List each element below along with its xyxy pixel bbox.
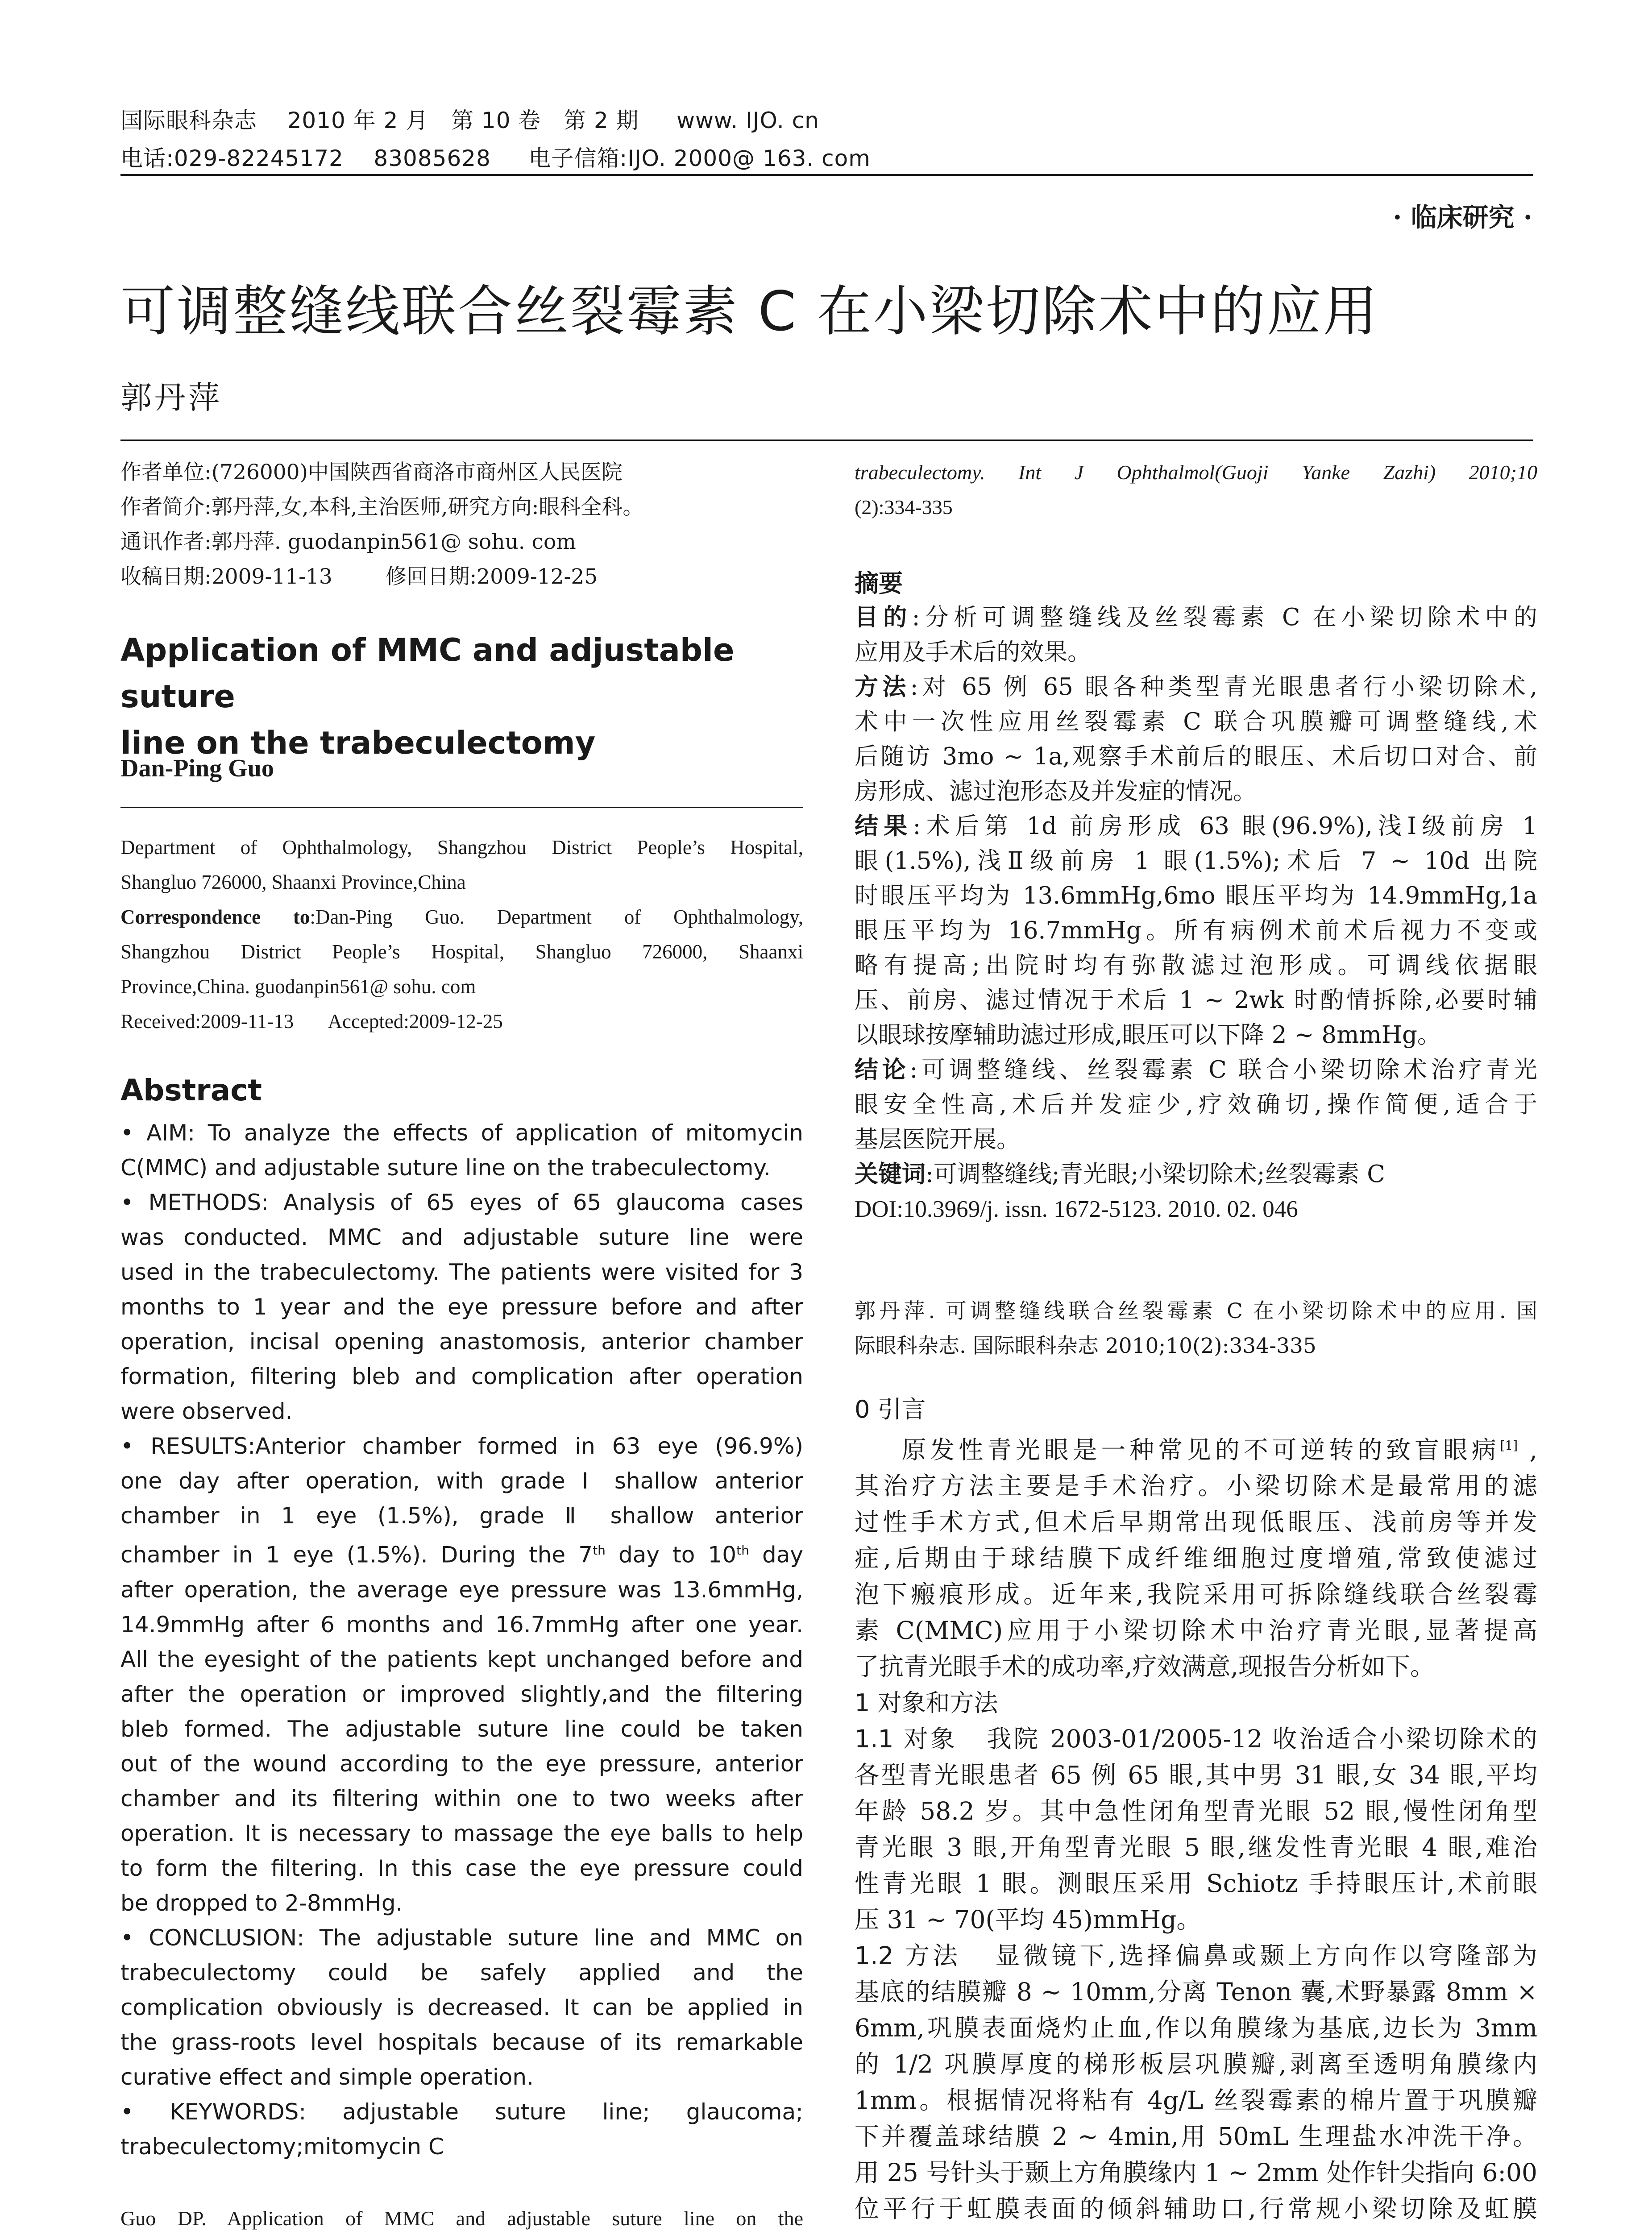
abstract-line — [120, 1533, 803, 1572]
abstract-line: 基层医院开展。 — [855, 1126, 1020, 1153]
dept-line: Shangluo 726000, Shaanxi Province,China — [120, 871, 466, 893]
body-line: 年龄 58.2 岁。其中急性闭角型青光眼 52 眼,慢性闭角型 — [855, 1797, 1537, 1826]
abstract-line: 应用及手术后的效果。 — [855, 639, 1091, 666]
abstract-line: 后随访 3mo ~ 1a,观察手术前后的眼压、术后切口对合、前 — [855, 743, 1537, 770]
abstract-text: :对 65 例 65 眼各种类型青光眼患者行小梁切除术, — [910, 673, 1538, 701]
body-line: 用 25 号针头于颞上方角膜缘内 1 ~ 2mm 处作针尖指向 6:00 — [855, 2158, 1537, 2187]
correspondence-line: Province,China. guodanpin561@ sohu. com — [120, 975, 476, 998]
abstract-line: 眼(1.5%),浅Ⅱ级前房 1 眼(1.5%);术后 7 ~ 10d 出院 — [855, 847, 1537, 875]
affiliation-line: 收稿日期:2009-11-13 修回日期:2009-12-25 — [120, 564, 598, 589]
abstract-line: • AIM: To analyze the effects of application of mitomycin — [120, 1120, 803, 1146]
abstract-line: chamber and its filtering within one to two weeks after — [120, 1785, 803, 1812]
abstract-line: chamber in 1 eye (1.5%), grade Ⅱ shallow anterior — [120, 1503, 803, 1529]
abstract-line — [855, 670, 1537, 705]
superscript: th — [593, 1543, 606, 1558]
abstract-line: trabeculectomy;mitomycin C — [120, 2133, 444, 2160]
doi-line: DOI:10.3969/j. issn. 1672-5123. 2010. 02. 046 — [855, 1196, 1298, 1222]
abstract-line: months to 1 year and the eye pressure before and after — [120, 1294, 803, 1320]
abstract-line — [855, 600, 1537, 635]
correspondence-line — [120, 900, 803, 934]
abstract-line: out of the wound according to the eye pressure, anterior — [120, 1750, 803, 1777]
affiliation-line: 通讯作者:郭丹萍. guodanpin561@ sohu. com — [120, 530, 576, 554]
body-line: 性青光眼 1 眼。测眼压采用 Schiotz 手持眼压计,术前眼 — [855, 1869, 1537, 1898]
english-affiliation — [120, 830, 803, 1039]
abstract-line: 略有提高;出院时均有弥散滤过泡形成。可调线依据眼 — [855, 952, 1537, 979]
received-accepted-dates: Received:2009-11-13 Accepted:2009-12-25 — [120, 1010, 503, 1033]
english-citation-line: Guo DP. Application of MMC and adjustable suture line on the — [120, 2207, 803, 2230]
abstract-line: one day after operation, with grade Ⅰ shallow anterior — [120, 1468, 803, 1494]
subsection-heading: 1.2 方法 — [855, 1941, 961, 1970]
body-line: 其治疗方法主要是手术治疗。小梁切除术是最常用的滤 — [855, 1472, 1537, 1501]
abstract-line: • CONCLUSION: The adjustable suture line and MMC on — [120, 1924, 803, 1951]
abstract-line: after operation, the average eye pressure was 13.6mmHg, — [120, 1576, 803, 1603]
abstract-line: • METHODS: Analysis of 65 eyes of 65 glaucoma cases — [120, 1190, 803, 1215]
body-line: 青光眼 3 眼,开角型青光眼 5 眼,继发性青光眼 4 眼,难治 — [855, 1833, 1537, 1862]
abstract-line: the grass-roots level hospitals because of its remarkable — [120, 2029, 803, 2055]
citation-line: trabeculectomy. Int J Ophthalmol(Guoji Yanke Zazhi) 2010;10 — [855, 461, 1537, 484]
journal-contact: 电话:029-82245172 83085628 电子信箱:IJO. 2000@ 163. com — [120, 145, 871, 171]
chinese-abstract-heading: 摘要 — [855, 569, 903, 597]
correspondence-text: :Dan-Ping Guo. Department of Ophthalmology, — [310, 906, 803, 928]
superscript: th — [736, 1543, 749, 1558]
abstract-line: was conducted. MMC and adjustable suture line were — [120, 1224, 803, 1250]
abstract-text: :术后第 1d 前房形成 63 眼(96.9%),浅Ⅰ级前房 1 — [913, 813, 1538, 840]
abstract-text: day to 10 — [605, 1542, 737, 1568]
body-text: 我院 2003-01/2005-12 收治适合小梁切除术的 — [957, 1725, 1537, 1754]
english-title-line: line on the trabeculectomy — [120, 725, 596, 761]
affiliation-line: 作者单位:(726000)中国陕西省商洛市商州区人民医院 — [120, 460, 623, 485]
abstract-line: formation, filtering bleb and complication after operation — [120, 1364, 803, 1389]
body-line: 过性手术方式,但术后早期常出现低眼压、浅前房等并发 — [855, 1508, 1537, 1537]
article-author: 郭丹萍 — [120, 379, 222, 416]
subsection-heading: 1.1 对象 — [855, 1725, 957, 1754]
author-rule — [120, 440, 1533, 441]
body-line: 了抗青光眼手术的成功率,疗效满意,现报告分析如下。 — [855, 1652, 1435, 1681]
abstract-line: 术中一次性应用丝裂霉素 C 联合巩膜瓣可调整缝线,术 — [855, 708, 1537, 735]
body-line: 位平行于虹膜表面的倾斜辅助口,行常规小梁切除及虹膜 — [855, 2194, 1537, 2223]
abstract-heading: Abstract — [120, 1073, 262, 1107]
citation-line: 郭丹萍. 可调整缝线联合丝裂霉素 C 在小梁切除术中的应用. 国 — [855, 1299, 1537, 1323]
header-rule — [120, 174, 1533, 176]
keywords-label: 关键词 — [855, 1161, 926, 1188]
abstract-line: complication obviously is decreased. It can be applied in — [120, 1994, 803, 2020]
keywords-line — [855, 1157, 1537, 1192]
body-text: , — [1518, 1435, 1538, 1464]
english-title — [120, 627, 803, 766]
dept-line: Department of Ophthalmology, Shangzhou District People’s Hospital, — [120, 836, 803, 858]
english-author-rule — [120, 807, 803, 808]
english-citation-continued — [855, 455, 1537, 525]
results-label: 结果 — [855, 813, 913, 840]
citation-line: 际眼科杂志. 国际眼科杂志 2010;10(2):334-335 — [855, 1334, 1316, 1358]
abstract-line: 眼安全性高,术后并发症少,疗效确切,操作简便,适合于 — [855, 1091, 1537, 1118]
abstract-line — [855, 809, 1537, 844]
body-line — [855, 1721, 1537, 1757]
abstract-line: C(MMC) and adjustable suture line on the trabeculectomy. — [120, 1155, 771, 1181]
abstract-line: 时眼压平均为 13.6mmHg,6mo 眼压平均为 14.9mmHg,1a — [855, 882, 1537, 909]
affiliation-block — [120, 455, 790, 594]
reference-marker: [1] — [1500, 1438, 1518, 1453]
body-line: 6mm,巩膜表面烧灼止血,作以角膜缘为基底,边长为 3mm — [855, 2014, 1537, 2043]
body-line — [855, 1938, 1537, 1974]
body-line — [855, 1427, 1537, 1468]
english-title-line: Application of MMC and adjustable suture — [120, 632, 735, 715]
body-line: 的 1/2 巩膜厚度的梯形板层巩膜瓣,剥离至透明角膜缘内 — [855, 2050, 1537, 2079]
abstract-line: • RESULTS:Anterior chamber formed in 63 eye (96.9%) — [120, 1433, 803, 1459]
body-line: 素 C(MMC)应用于小梁切除术中治疗青光眼,显著提高 — [855, 1616, 1537, 1645]
abstract-line: to form the filtering. In this case the eye pressure could — [120, 1855, 803, 1881]
chinese-citation — [855, 1294, 1537, 1364]
section-heading-introduction: 0 引言 — [855, 1395, 926, 1423]
body-line: 1mm。根据情况将粘有 4g/L 丝裂霉素的棉片置于巩膜瓣 — [855, 2086, 1537, 2115]
citation-line: (2):334-335 — [855, 496, 953, 518]
abstract-line: trabeculectomy could be safely applied and the — [120, 1959, 803, 1986]
methods-label: 方法 — [855, 673, 910, 701]
body-text: 原发性青光眼是一种常见的不可逆转的致盲眼病 — [855, 1435, 1500, 1464]
body-line: 下并覆盖球结膜 2 ~ 4min,用 50mL 生理盐水冲洗干净。 — [855, 2122, 1537, 2151]
abstract-text: chamber in 1 eye (1.5%). During the 7 — [120, 1542, 593, 1568]
abstract-line: 以眼球按摩辅助滤过形成,眼压可以下降 2 ~ 8mmHg。 — [855, 1021, 1441, 1049]
section-label: · 临床研究 · — [1393, 202, 1532, 232]
body-text: 显微镜下,选择偏鼻或颞上方向作以穹隆部为 — [961, 1941, 1537, 1970]
abstract-line: curative effect and simple operation. — [120, 2064, 534, 2090]
abstract-line: after the operation or improved slightly,and the filtering — [120, 1681, 803, 1707]
english-author: Dan-Ping Guo — [120, 755, 274, 782]
chinese-abstract — [855, 600, 1537, 1227]
abstract-line: were observed. — [120, 1398, 293, 1424]
abstract-line — [855, 1053, 1537, 1087]
abstract-line: operation. It is necessary to massage the eye balls to help — [120, 1820, 803, 1846]
abstract-line: 压、前房、滤过情况于术后 1 ~ 2wk 时酌情拆除,必要时辅 — [855, 987, 1537, 1014]
abstract-line: 14.9mmHg after 6 months and 16.7mmHg after one year. — [120, 1611, 803, 1638]
article-title: 可调整缝线联合丝裂霉素 C 在小梁切除术中的应用 — [120, 280, 1379, 343]
correspondence-line: Shangzhou District People’s Hospital, Shangluo 726000, Shaanxi — [120, 941, 803, 963]
abstract-line: 房形成、滤过泡形态及并发症的情况。 — [855, 778, 1257, 805]
abstract-line: operation, incisal opening anastomosis, anterior chamber — [120, 1329, 803, 1355]
keywords-text: :可调整缝线;青光眼;小梁切除术;丝裂霉素 C — [926, 1161, 1385, 1188]
abstract-text: day — [749, 1542, 803, 1568]
abstract-line: be dropped to 2-8mmHg. — [120, 1890, 403, 1916]
article-body — [855, 1391, 1537, 2227]
body-line: 泡下瘢痕形成。近年来,我院采用可拆除缝线联合丝裂霉 — [855, 1580, 1537, 1609]
abstract-text: :可调整缝线、丝裂霉素 C 联合小梁切除术治疗青光 — [909, 1056, 1537, 1083]
body-line: 症,后期由于球结膜下成纤维细胞过度增殖,常致使滤过 — [855, 1544, 1537, 1573]
body-line: 压 31 ~ 70(平均 45)mmHg。 — [855, 1905, 1201, 1934]
abstract-line: All the eyesight of the patients kept unchanged before and — [120, 1646, 803, 1672]
abstract-line: used in the trabeculectomy. The patients were visited for 3 — [120, 1259, 803, 1285]
aim-label: 目的 — [855, 604, 912, 631]
body-line: 基底的结膜瓣 8 ~ 10mm,分离 Tenon 囊,术野暴露 8mm × — [855, 1978, 1537, 2007]
english-abstract — [120, 1116, 803, 2164]
journal-info: 国际眼科杂志 2010 年 2 月 第 10 卷 第 2 期 www. IJO. cn — [120, 108, 819, 133]
abstract-text: :分析可调整缝线及丝裂霉素 C 在小梁切除术中的 — [912, 604, 1538, 631]
correspondence-label: Correspondence to — [120, 906, 310, 928]
body-line: 各型青光眼患者 65 例 65 眼,其中男 31 眼,女 34 眼,平均 — [855, 1761, 1537, 1790]
section-heading-methods: 1 对象和方法 — [855, 1689, 998, 1717]
abstract-line: 眼压平均为 16.7mmHg。所有病例术前术后视力不变或 — [855, 917, 1537, 944]
affiliation-line: 作者简介:郭丹萍,女,本科,主治医师,研究方向:眼科全科。 — [120, 495, 644, 519]
abstract-line: • KEYWORDS: adjustable suture line; glaucoma; — [120, 2098, 803, 2125]
abstract-line: bleb formed. The adjustable suture line could be taken — [120, 1716, 803, 1742]
conclusion-label: 结论 — [855, 1056, 910, 1083]
